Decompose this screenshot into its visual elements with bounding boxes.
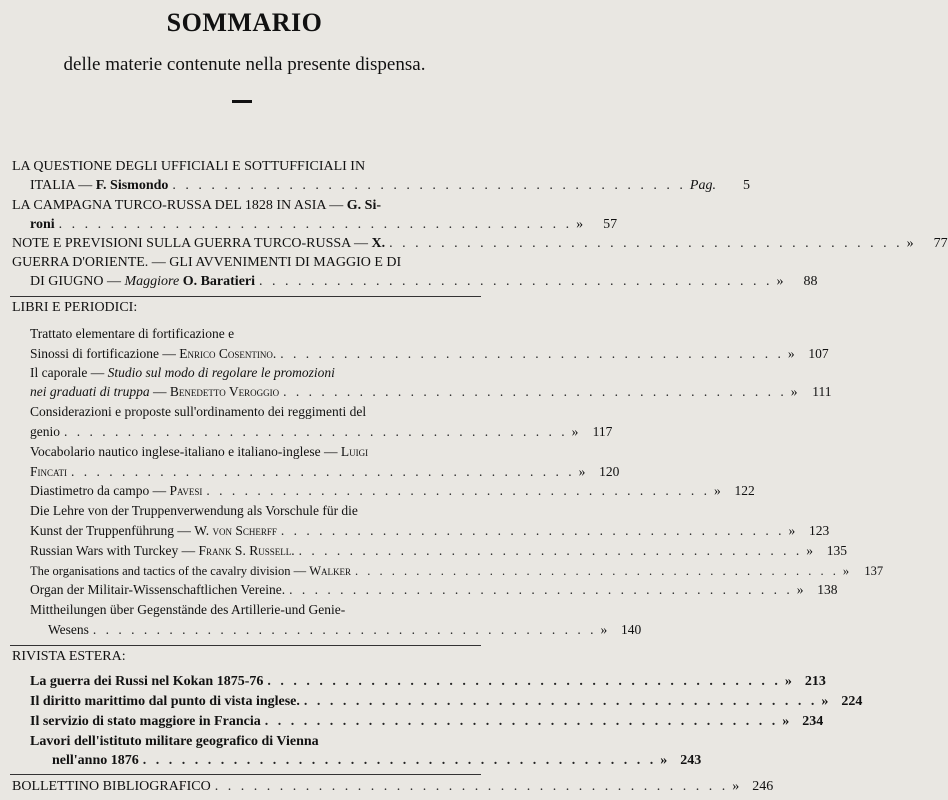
rivista-3-line: Il servizio di stato maggiore in Francia . . . . . . . . . . . . . . . . . . . . . . . . . . . . . . . . . . . . . . . . » 234 [30,714,824,729]
entry-2-line-1: LA CAMPAGNA TURCO-RUSSA DEL 1828 IN ASIA — G. Si- [12,198,381,213]
page-number: 117 [592,424,613,439]
libri-4-line-2: Fincati . . . . . . . . . . . . . . . . . . . . . . . . . . . . . . . . . . . . . . . . » 120 [30,464,620,479]
libri-10-line-2: Wesens . . . . . . . . . . . . . . . . . . . . . . . . . . . . . . . . . . . . . . . . » 140 [48,622,642,637]
libri-1-line-2: Sinossi di fortificazione — Enrico Cosentino. . . . . . . . . . . . . . . . . . . . . . . . . . . . . . . . . . . . . . . . . » 107 [30,346,829,361]
libri-6-line-1: Die Lehre von der Truppenverwendung als Vorschule für die [30,503,358,518]
section-libri-heading: LIBRI E PERIODICI: [12,300,138,315]
page-number: 138 [817,582,838,597]
section-divider [10,296,481,297]
libri-1-line-1: Trattato elementare di fortificazione e [30,326,235,341]
page-number: 224 [841,694,863,709]
libri-2-line-1: Il caporale — Studio sul modo di regolare le promozioni [30,365,335,380]
libri-7-line: Russian Wars with Turckey — Frank S. Russell. . . . . . . . . . . . . . . . . . . . . . . . . . . . . . . . . . . . . . . . . » 135 [30,543,847,558]
page-number: 234 [802,714,824,729]
entry-2-line-2: roni . . . . . . . . . . . . . . . . . . . . . . . . . . . . . . . . . . . . . . . . » 57 [30,217,618,232]
rivista-1-line: La guerra dei Russi nel Kokan 1875-76 . . . . . . . . . . . . . . . . . . . . . . . . . . . . . . . . . . . . . . . . » 213 [30,674,826,689]
entry-1-line-2: ITALIA — F. Sismondo . . . . . . . . . . . . . . . . . . . . . . . . . . . . . . . . . . . . . . . . Pag. 5 [30,178,750,193]
page-title: SOMMARIO [166,8,323,37]
libri-2-line-2: nei graduati di truppa — Benedetto Veroggio . . . . . . . . . . . . . . . . . . . . . . . . . . . . . . . . . . . . . . . . » 111 [30,384,832,399]
section-rivista-heading: RIVISTA ESTERA: [12,649,126,664]
section-divider [10,645,481,646]
entry-4-line-1: GUERRA D'ORIENTE. — GLI AVVENIMENTI DI MAGGIO E DI [12,255,402,270]
page-number: 111 [812,384,832,399]
rivista-4-line-1: Lavori dell'istituto militare geografico di Vienna [30,734,319,749]
entry-3-line: NOTE E PREVISIONI SULLA GUERRA TURCO-RUSSA — X. . . . . . . . . . . . . . . . . . . . . . . . . . . . . . . . . . . . . . . . . » 77 [12,236,948,251]
section-divider [10,774,481,775]
bollettino-line: BOLLETTINO BIBLIOGRAFICO . . . . . . . . . . . . . . . . . . . . . . . . . . . . . . . . . . . . . . . . » 246 [12,779,774,794]
page-number: 57 [603,217,618,232]
rivista-4-line-2: nell'anno 1876 . . . . . . . . . . . . . . . . . . . . . . . . . . . . . . . . . . . . . . . . » 243 [52,753,702,768]
libri-5-line: Diastimetro da campo — Pavesi . . . . . . . . . . . . . . . . . . . . . . . . . . . . . . . . . . . . . . . . » 122 [30,483,755,498]
page-number: 123 [809,523,830,538]
page-number: 77 [933,236,948,251]
page-number: 135 [826,543,847,558]
rivista-2-line: Il diritto marittimo dal punto di vista inglese. . . . . . . . . . . . . . . . . . . . . . . . . . . . . . . . . . . . . . . . . » 224 [30,694,863,709]
libri-3-line-2: genio . . . . . . . . . . . . . . . . . . . . . . . . . . . . . . . . . . . . . . . . » 117 [30,424,613,439]
libri-8-line: The organisations and tactics of the cavalry division — Walker . . . . . . . . . . . . . . . . . . . . . . . . . . . . . . . . . . . . . . . . » 137 [30,564,884,578]
title-separator [232,100,252,103]
entry-1-line-1: LA QUESTIONE DEGLI UFFICIALI E SOTTUFFICIALI IN [12,159,366,174]
libri-3-line-1: Considerazioni e proposte sull'ordinamento dei reggimenti del [30,404,367,419]
libri-6-line-2: Kunst der Truppenführung — W. von Scherff . . . . . . . . . . . . . . . . . . . . . . . . . . . . . . . . . . . . . . . . » 123 [30,523,830,538]
libri-10-line-1: Mittheilungen über Gegenstände des Artillerie-und Genie- [30,602,346,617]
libri-9-line: Organ der Militair-Wissenschaftlichen Vereine. . . . . . . . . . . . . . . . . . . . . . . . . . . . . . . . . . . . . . . . . » 138 [30,582,838,597]
page-number: 88 [803,274,818,289]
page-number: 107 [808,346,829,361]
page-number: 213 [804,674,826,689]
page-number: 140 [621,622,642,637]
entry-4-line-2: DI GIUGNO — Maggiore O. Baratieri . . . . . . . . . . . . . . . . . . . . . . . . . . . . . . . . . . . . . . . . » 88 [30,274,818,289]
page-subtitle: delle materie contenute nella presente dispensa. [63,54,426,75]
page-number: 5 [742,178,750,193]
page-number: 122 [734,483,755,498]
libri-4-line-1: Vocabolario nautico inglese-italiano e italiano-inglese — Luigi [30,444,369,459]
page-number: 137 [864,564,884,578]
page-number: 246 [752,779,774,794]
page-number: 120 [599,464,620,479]
page-number: 243 [680,753,702,768]
